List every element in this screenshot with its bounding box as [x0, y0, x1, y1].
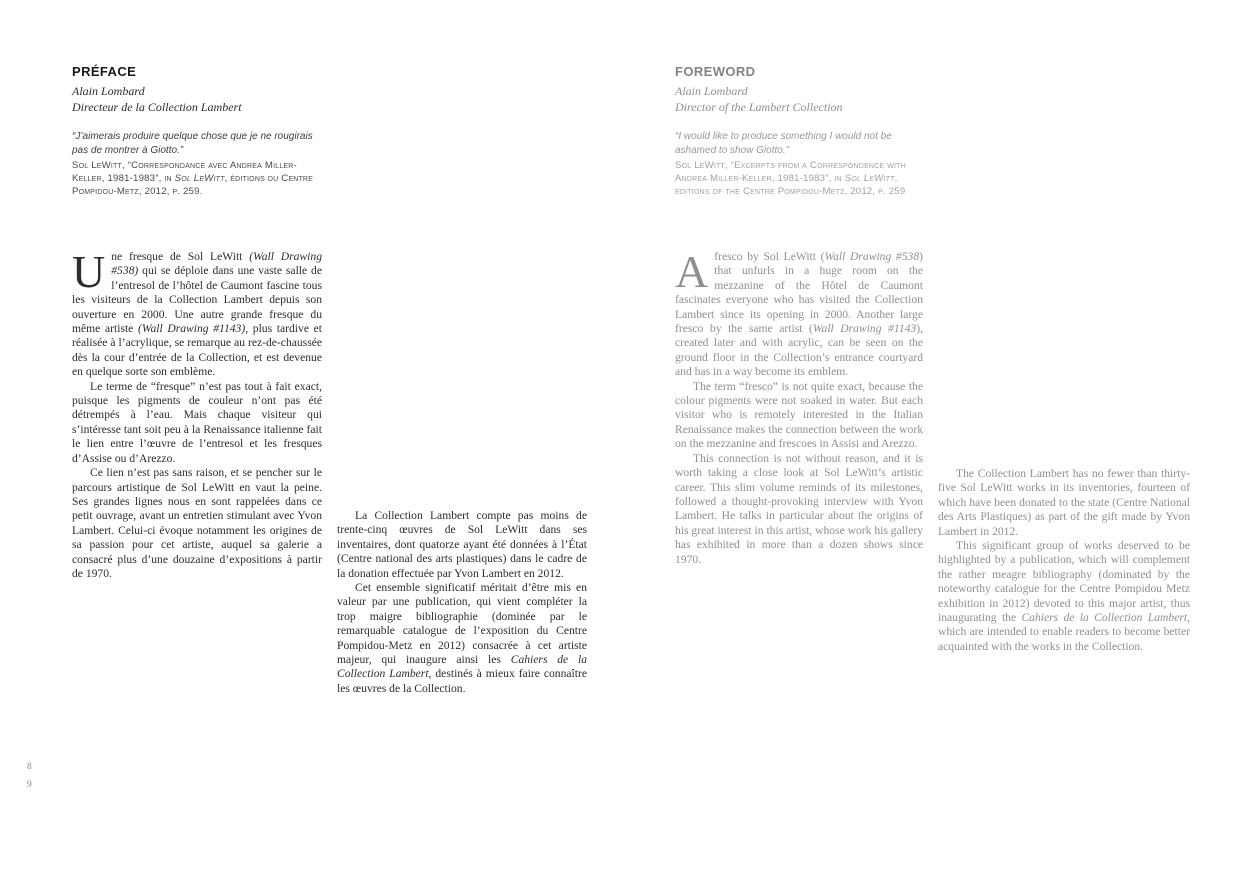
dropcap-letter-a: A — [675, 246, 709, 297]
english-paragraph-5: This significant group of works deserved to be highlighted by a publication, which will complement the rather meagre bibliography (dominated by the noteworthy catalogue for the Centre Pompidou Metz exhibition in 2012) devoted to this major artist, thus inaugurating the Cahiers de la Collection Lambert, which are intended to enable readers to become better acquainted with the works in the Collection. — [938, 539, 1190, 653]
french-paragraph-3: Ce lien n’est pas sans raison, et se pencher sur le parcours artistique de Sol LeWitt en vaut la peine. Ses grandes lignes nous en sont rappelées dans ce petit ouvrage, avant un entretien stimulant avec Yvon Lambert. Celui-ci évoque notamment les origines de sa passion pour cet artiste, auquel sa galerie a consacré plus d’une douzaine d’expositions à partir de 1970. — [72, 466, 322, 580]
english-paragraph-1 — [675, 246, 923, 380]
preface-heading: PRÉFACE — [72, 64, 137, 79]
french-paragraph-2: Le terme de “fresque” n’est pas tout à fait exact, puisque les pigments de couleur n’ont pas été détrempés à l’eau. Mais chaque visiteur qui s’intéresse tant soit peu à la Renaissance italienne fait le lien entre l’œuvre de l’entresol et les fresques d’Assise ou d’Arezzo. — [72, 379, 322, 465]
french-text-column-2 — [337, 509, 587, 696]
foreword-epigraph-citation: Sol LeWitt, “Excerpts from a Correspondence with Andrea Miller-Keller, 1981-1983”, in Sol LeWitt, editions of the Centre Pompidou-Metz, 2012, p. 259 — [675, 160, 906, 198]
foreword-author-role: Director of the Lambert Collection — [675, 99, 843, 114]
dropcap-letter-u: U — [72, 246, 106, 297]
french-paragraph-4: La Collection Lambert compte pas moins de trente-cinq œuvres de Sol LeWitt dans ses inventaires, dont quatorze ayant été données à l’État (Centre national des arts plastiques) dans le cadre de la donation effectuée par Yvon Lambert en 2012. — [337, 509, 587, 580]
english-paragraph-3: This connection is not without reason, and it is worth taking a close look at Sol LeWitt’s artistic career. This slim volume reminds of its milestones, followed a thought-provoking interview with Yvon Lambert. He talks in particular about the origins of his great interest in this artist, whose work his gallery has exhibited in more than a dozen shows since 1970. — [675, 451, 923, 566]
english-paragraph-1-text: fresco by Sol LeWitt (Wall Drawing #538) that unfurls in a huge room on the mezzanine of the Hôtel de Caumont fascinates everyone who has visited the Collection Lambert since its opening in 2000. Another large fresco by the same artist (Wall Drawing #1143), created later and with acrylic, can be seen on the ground floor in the Collection’s entrance courtyard and has in a way become its emblem. — [675, 250, 923, 379]
english-text-column-2 — [938, 467, 1190, 654]
page-number-left: 8 — [27, 762, 32, 772]
foreword-epigraph-quote: “I would like to produce something I would not be ashamed to show Giotto.” — [675, 131, 892, 156]
left-page-header — [72, 64, 352, 199]
english-text-column-1 — [675, 246, 923, 567]
french-paragraph-1 — [72, 246, 322, 380]
preface-author: Alain Lombard — [72, 84, 145, 98]
preface-author-role: Directeur de la Collection Lambert — [72, 99, 242, 114]
preface-epigraph-quote: “J’aimerais produire quelque chose que je ne rougirais pas de montrer à Giotto.” — [72, 131, 313, 156]
page-number-right: 9 — [27, 780, 32, 790]
french-paragraph-5: Cet ensemble significatif méritait d’être mis en valeur par une publication, qui vient compléter la trop maigre bibliographie (dominée par le remarquable catalogue de l’exposition du Centre Pompidou-Metz en 2012) consacrée à cet artiste majeur, qui inaugure ainsi les Cahiers de la Collection Lambert, destinés à mieux faire connaître les œuvres de la Collection. — [337, 581, 588, 695]
foreword-heading: FOREWORD — [675, 64, 756, 79]
foreword-author: Alain Lombard — [675, 84, 748, 98]
english-paragraph-4: The Collection Lambert has no fewer than thirty-five Sol LeWitt works in its inventories, fourteen of which have been donated to the state (Centre National des Arts Plastiques) as part of the gift made by Yvon Lambert in 2012. — [938, 467, 1190, 538]
french-paragraph-1-text: ne fresque de Sol LeWitt (Wall Drawing #538) qui se déploie dans une vaste salle de l’entresol de l’hôtel de Caumont fascine tous les visiteurs de la Collection Lambert depuis son ouverture en 2000. Une autre grande fresque du même artiste (Wall Drawing #1143), plus tardive et réalisée à l’acrylique, se remarque au rez-de-chaussée dès la cour d’entrée de la Collection, et est devenue en quelque sorte son emblème. — [72, 250, 322, 379]
preface-epigraph-citation: Sol LeWitt, “Correspondance avec Andrea Miller-Keller, 1981-1983”, in Sol LeWitt, éditions du Centre Pompidou-Metz, 2012, p. 259. — [72, 160, 314, 198]
french-text-column-1 — [72, 246, 322, 581]
english-paragraph-2: The term “fresco” is not quite exact, because the colour pigments were not soaked in water. But each visitor who is remotely interested in the Italian Renaissance makes the connection between the work on the mezzanine and frescoes in Assisi and Arezzo. — [675, 379, 923, 451]
right-page-header — [675, 64, 955, 199]
